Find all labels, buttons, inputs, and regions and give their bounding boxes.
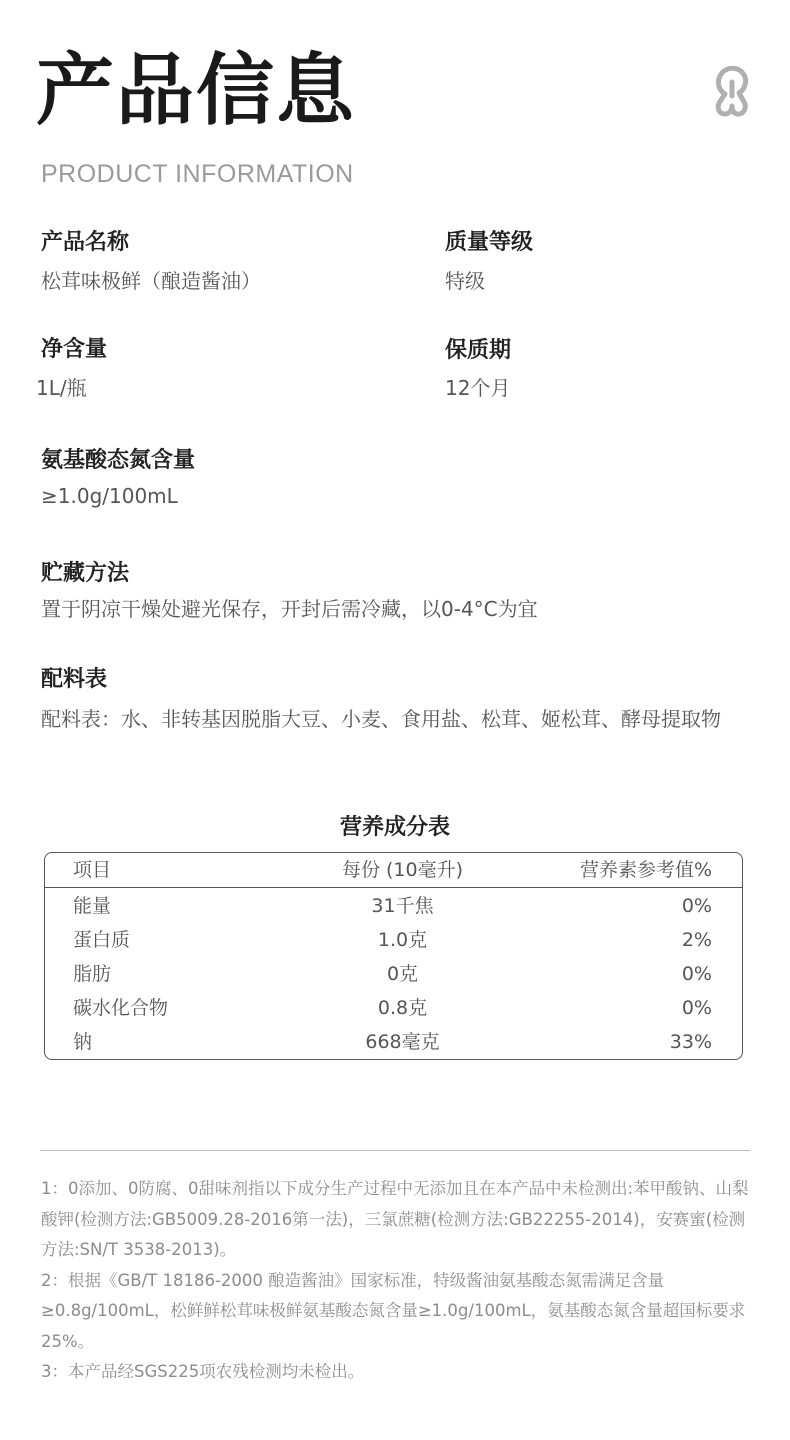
cell-per-serving: 31千焦 bbox=[371, 895, 434, 917]
footnote-3: 3：本产品经SGS225项农残检测均未检出。 bbox=[41, 1362, 365, 1381]
cell-item: 蛋白质 bbox=[73, 929, 131, 951]
header-nrv: 营养素参考值% bbox=[579, 859, 712, 881]
cell-per-serving: 668毫克 bbox=[365, 1031, 440, 1053]
nutrition-table-title: 营养成分表 bbox=[339, 815, 450, 840]
product-name-label: 产品名称 bbox=[41, 230, 130, 255]
cell-item: 钠 bbox=[73, 1031, 93, 1053]
storage-label: 贮藏方法 bbox=[41, 561, 130, 586]
footnotes bbox=[41, 1174, 753, 1388]
quality-grade-label: 质量等级 bbox=[445, 230, 534, 255]
quality-grade-value: 特级 bbox=[445, 269, 485, 293]
header-item: 项目 bbox=[73, 859, 112, 881]
nutrition-table-header bbox=[45, 853, 742, 888]
storage-value: 置于阴凉干燥处避光保存，开封后需冷藏，以0-4°C为宜 bbox=[41, 597, 538, 621]
nutrition-table bbox=[44, 852, 743, 1060]
cell-per-serving: 0.8克 bbox=[377, 997, 428, 1019]
cell-per-serving: 1.0克 bbox=[377, 929, 428, 951]
cell-nrv: 0% bbox=[681, 997, 712, 1019]
cell-per-serving: 0克 bbox=[386, 963, 419, 985]
section-divider bbox=[40, 1150, 750, 1151]
cell-nrv: 0% bbox=[681, 963, 712, 985]
table-row bbox=[45, 889, 742, 923]
footnote-1: 1：0添加、0防腐、0甜味剂指以下成分生产过程中无添加且在本产品中未检测出:苯甲酸钠、山梨酸钾(检测方法:GB5009.28-2016第一法)，三氯蔗糖(检测方法:GB22255-2014)，安赛蜜(检测方法:SN/T 3538-2013)。 bbox=[41, 1179, 749, 1259]
cell-item: 能量 bbox=[73, 895, 112, 917]
table-row bbox=[45, 1025, 742, 1059]
ingredients-value: 配料表：水、非转基因脱脂大豆、小麦、食用盐、松茸、姬松茸、酵母提取物 bbox=[41, 707, 721, 731]
ingredients-label: 配料表 bbox=[41, 667, 108, 692]
cell-item: 碳水化合物 bbox=[73, 997, 169, 1019]
net-volume-value: 1L/瓶 bbox=[36, 376, 87, 400]
table-row bbox=[45, 957, 742, 991]
amino-nitrogen-value: ≥1.0g/100mL bbox=[41, 484, 178, 508]
table-row bbox=[45, 991, 742, 1025]
page-title: 产品信息 bbox=[36, 46, 357, 136]
product-name-value: 松茸味极鲜（酿造酱油） bbox=[41, 269, 261, 293]
shelf-life-label: 保质期 bbox=[445, 338, 512, 363]
footnote-2: 2：根据《GB/T 18186-2000 酿造酱油》国家标准，特级酱油氨基酸态氮需满足含量≥0.8g/100mL，松鲜鲜松茸味极鲜氨基酸态氮含量≥1.0g/100mL，氨基酸态氮含量超国标要求25%。 bbox=[41, 1270, 746, 1351]
header-per-serving: 每份 (10毫升) bbox=[341, 859, 464, 881]
cell-nrv: 2% bbox=[681, 929, 712, 951]
net-volume-label: 净含量 bbox=[41, 337, 108, 362]
amino-nitrogen-label: 氨基酸态氮含量 bbox=[41, 448, 196, 473]
shelf-life-value: 12个月 bbox=[445, 376, 511, 400]
cell-nrv: 0% bbox=[681, 895, 712, 917]
cell-nrv: 33% bbox=[669, 1031, 712, 1053]
page-subtitle: PRODUCT INFORMATION bbox=[41, 160, 354, 188]
brand-logo-icon bbox=[712, 62, 752, 118]
cell-item: 脂肪 bbox=[73, 963, 112, 985]
table-row bbox=[45, 923, 742, 957]
